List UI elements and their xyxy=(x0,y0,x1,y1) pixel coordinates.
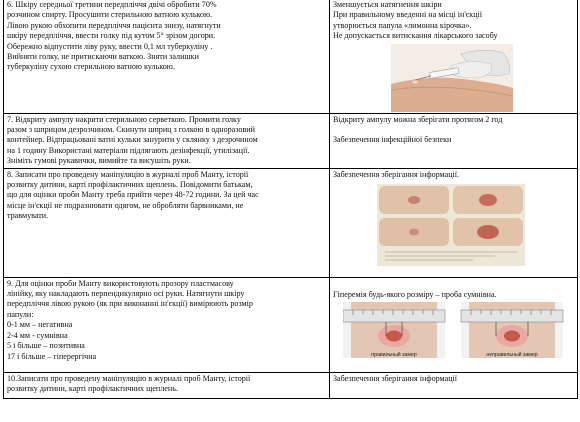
papule-photos xyxy=(377,184,574,266)
step-line: шкіру передпліччя, ввести голку під кутом 5° зрізом догори. xyxy=(7,31,216,41)
step-line: розчином спирту. Просушити стерильною ватною кулькою. xyxy=(7,10,213,20)
table-row-8 xyxy=(4,168,578,277)
incorrect-measure-figure xyxy=(461,302,563,358)
step-line: 9. Для оцінки проби Манту використовують прозору пластмасову xyxy=(7,278,234,288)
rationale-line: Гіперемія будь-якого розміру – проба сумнівна. xyxy=(333,289,497,299)
step-line: травмувати. xyxy=(7,211,49,221)
table-row-9 xyxy=(4,277,578,372)
rationale-line: утворюється папула «лимонна кірочка». xyxy=(333,20,472,30)
step-line: 0-1 мм – негативна xyxy=(7,320,73,330)
step-line: 2-4 мм - сумнівна xyxy=(7,330,68,340)
rationale-line: При правильному введенні на місці ін'єкції xyxy=(333,10,483,20)
step-line: 6. Шкіру середньої третини передпліччя двічі обробити 70% xyxy=(7,0,217,9)
rationale-line: Забезпечення інфекційної безпеки xyxy=(333,135,452,145)
step-line: контейнер. Відпрацьовані ватні кульки занурити у склянку з дезрочином xyxy=(7,135,258,145)
step-line: розвитку дитини, карті профілактичних щеплень. xyxy=(7,384,178,394)
spacer xyxy=(333,279,574,290)
procedure-table xyxy=(3,0,578,399)
rationale-line: Забезпечення зберігання інформації xyxy=(333,373,458,383)
step-line: місце ін'єкції не подразнювати одягом, не обробляти барвниками, не xyxy=(7,200,244,210)
table-row-6 xyxy=(4,0,578,113)
step-8-cell xyxy=(4,168,330,277)
step-line: разом з шприцом дезрозчином. Скинути шприц з голкою в одноразовий xyxy=(7,125,255,135)
rationale-6-cell xyxy=(330,0,578,113)
step-line: 17 і більше – гіперергічна xyxy=(7,351,97,361)
step-line: 5 і більше – позитивна xyxy=(7,341,85,351)
rationale-7-cell xyxy=(330,113,578,168)
rationale-9-cell xyxy=(330,277,578,372)
step-line: розвитку дитини, карті профілактичних щеплень. Повідомити батькам, xyxy=(7,180,253,190)
rationale-line: Зменшується натягнення шкіри xyxy=(333,0,442,9)
correct-measure-caption: правильный замер xyxy=(371,352,417,359)
rationale-line: Забезпечення зберігання інформації. xyxy=(333,169,460,179)
step-line: на 1 годину Використані матеріали підлягають дезінфекції, утилізації. xyxy=(7,145,250,155)
spacer xyxy=(333,125,574,135)
step-line: Обережно відпустити ліву руку, ввести 0,1 мл туберкуліну . xyxy=(7,41,213,51)
rationale-line: Не допускається витискання лікарського засобу xyxy=(333,31,498,41)
table-row-7 xyxy=(4,113,578,168)
table-row-10 xyxy=(4,372,578,398)
step-line: Зніміть гумові рукавички, вимийте та висушіть руки. xyxy=(7,156,191,166)
rationale-line: Відкриту ампулу можна зберігати протягом 2 год xyxy=(333,114,503,124)
step-line: передпліччя лівою рукою (як при виконанні ін'єкції) вимірюють розмір xyxy=(7,299,253,309)
step-line: Лівою рукою обхопити передпліччя пацієнта знизу, натягнути xyxy=(7,20,221,30)
incorrect-measure-caption: неправильный замер xyxy=(486,352,538,359)
step-7-cell xyxy=(4,113,330,168)
step-line: туберкуліну сухою стерильною ватною кулькою. xyxy=(7,62,175,72)
step-line: 7. Відкриту ампулу накрити стерильною серветкою. Промити голку xyxy=(7,114,241,124)
step-line: Вийняти голку, не притискаючи ваткою. Зняти залишки xyxy=(7,52,199,62)
step-line: що для оцінки проби Манту треба прийти через 48-72 години. За цей час xyxy=(7,190,259,200)
step-9-cell xyxy=(4,277,330,372)
injection-photo xyxy=(391,44,574,112)
step-line: 8. Записати про проведену маніпуляцію в журналі проб Манту, історії xyxy=(7,169,249,179)
step-10-cell xyxy=(4,372,330,398)
rationale-10-cell xyxy=(330,372,578,398)
correct-measure-figure xyxy=(343,302,445,358)
step-line: 10.Записати про проведену маніпуляцію в журналі проб Манту, історії xyxy=(7,373,251,383)
step-line: папули: xyxy=(7,309,34,319)
rationale-8-cell xyxy=(330,168,578,277)
ruler-figures xyxy=(343,302,574,360)
step-6-cell xyxy=(4,0,330,113)
step-line: лінійку, яку накладають перпендикулярно осі руки. Натягнути шкіру xyxy=(7,289,245,299)
